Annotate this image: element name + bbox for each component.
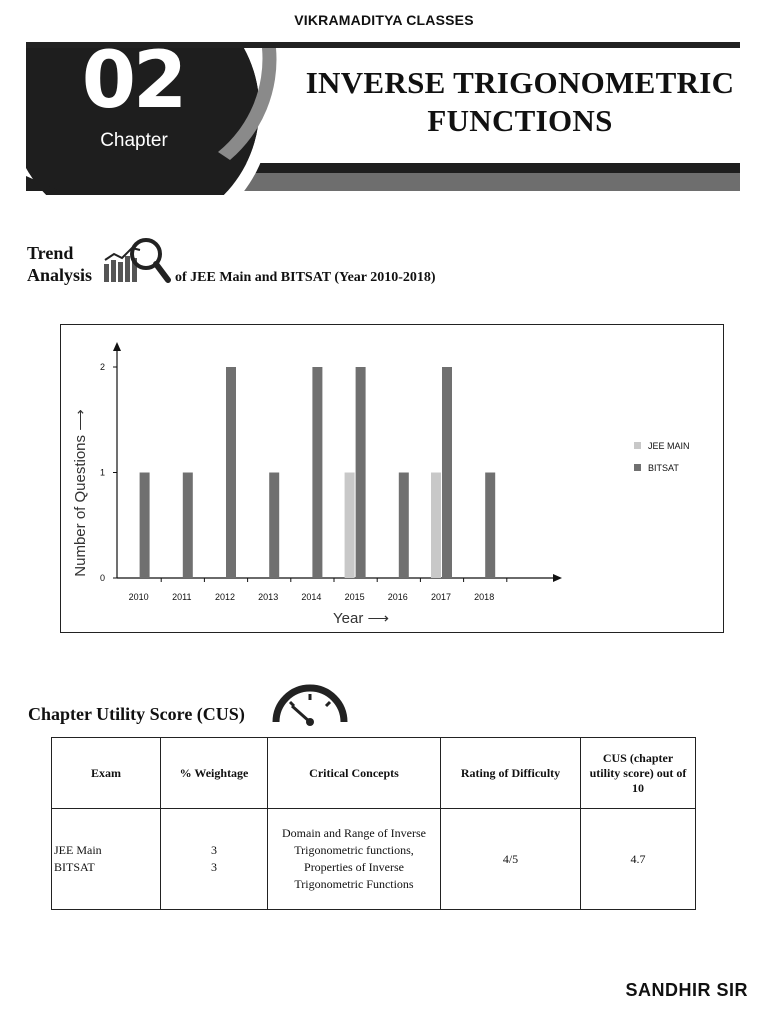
header-critical-concepts: Critical Concepts	[268, 738, 441, 809]
trend-chart	[60, 324, 724, 633]
header-exam: Exam	[52, 738, 161, 809]
y-axis-title: Number of Questions ⟶	[72, 409, 89, 577]
header-weightage: % Weightage	[161, 738, 268, 809]
institute-header: VIKRAMADITYA CLASSES	[294, 12, 474, 28]
x-tick-label: 2013	[258, 592, 279, 602]
trend-heading-line2: Analysis	[27, 265, 93, 285]
bar-bitsat-2016	[399, 473, 409, 579]
bar-bitsat-2015	[356, 367, 366, 578]
bar-jee-main-2015	[345, 473, 355, 579]
cell-weightage	[161, 809, 268, 910]
cus-heading: Chapter Utility Score (CUS)	[28, 704, 245, 724]
trend-bar-chart	[61, 325, 725, 634]
bar-bitsat-2013	[269, 473, 279, 579]
trend-analysis-icon	[102, 234, 174, 288]
trend-heading-line1: Trend	[27, 243, 74, 263]
chapter-label: Chapter	[100, 130, 168, 151]
x-tick-label: 2018	[474, 592, 495, 602]
legend-swatch-jee-main	[634, 442, 641, 449]
chapter-number: 02	[81, 36, 185, 126]
x-tick-label: 2014	[301, 592, 322, 602]
cell-exam	[52, 809, 161, 910]
speedometer-gauge-icon	[270, 682, 350, 726]
weightage-jee-main: 3	[211, 843, 217, 857]
exam-bitsat: BITSAT	[54, 860, 95, 874]
exam-jee-main: JEE Main	[54, 843, 102, 857]
bar-bitsat-2011	[183, 473, 193, 579]
header-difficulty: Rating of Difficulty	[441, 738, 581, 809]
table-row	[52, 809, 696, 910]
legend-label-jee-main: JEE MAIN	[648, 441, 690, 451]
x-axis-arrow	[553, 574, 562, 582]
cus-table	[51, 737, 696, 910]
y-tick-label: 1	[99, 467, 105, 478]
y-tick-label: 0	[99, 573, 105, 583]
bar-bitsat-2014	[312, 367, 322, 578]
x-tick-label: 2011	[172, 592, 192, 602]
bar-bitsat-2018	[485, 473, 495, 579]
x-tick-label: 2012	[214, 592, 236, 602]
cell-critical-concepts: Domain and Range of Inverse Trigonometric functions, Properties of Inverse Trigonometric Functions	[268, 809, 441, 910]
trend-analysis-heading	[27, 242, 92, 286]
x-tick-label: 2010	[128, 592, 149, 602]
x-tick-label: 2016	[387, 592, 408, 602]
x-tick-label: 2015	[344, 592, 365, 602]
trend-subtitle: of JEE Main and BITSAT (Year 2010-2018)	[175, 270, 436, 285]
bar-bitsat-2017	[442, 367, 452, 578]
weightage-bitsat: 3	[211, 860, 217, 874]
legend-swatch-bitsat	[634, 464, 641, 471]
cell-difficulty: 4/5	[441, 809, 581, 910]
table-header-row	[52, 738, 696, 809]
bar-jee-main-2017	[431, 473, 441, 579]
legend-label-bitsat: BITSAT	[648, 463, 679, 473]
chapter-title: INVERSE TRIGONOMETRIC FUNCTIONS	[305, 65, 735, 138]
bar-bitsat-2010	[140, 473, 150, 579]
x-tick-label: 2017	[430, 592, 452, 602]
header-cus-score: CUS (chapter utility score) out of 10	[581, 738, 696, 809]
x-axis-title: Year ⟶	[333, 610, 389, 627]
y-axis-arrow	[113, 342, 121, 351]
y-tick-label: 2	[99, 362, 105, 372]
author-footer: SANDHIR SIR	[625, 980, 748, 1000]
bar-bitsat-2012	[226, 367, 236, 578]
cell-cus-score: 4.7	[581, 809, 696, 910]
